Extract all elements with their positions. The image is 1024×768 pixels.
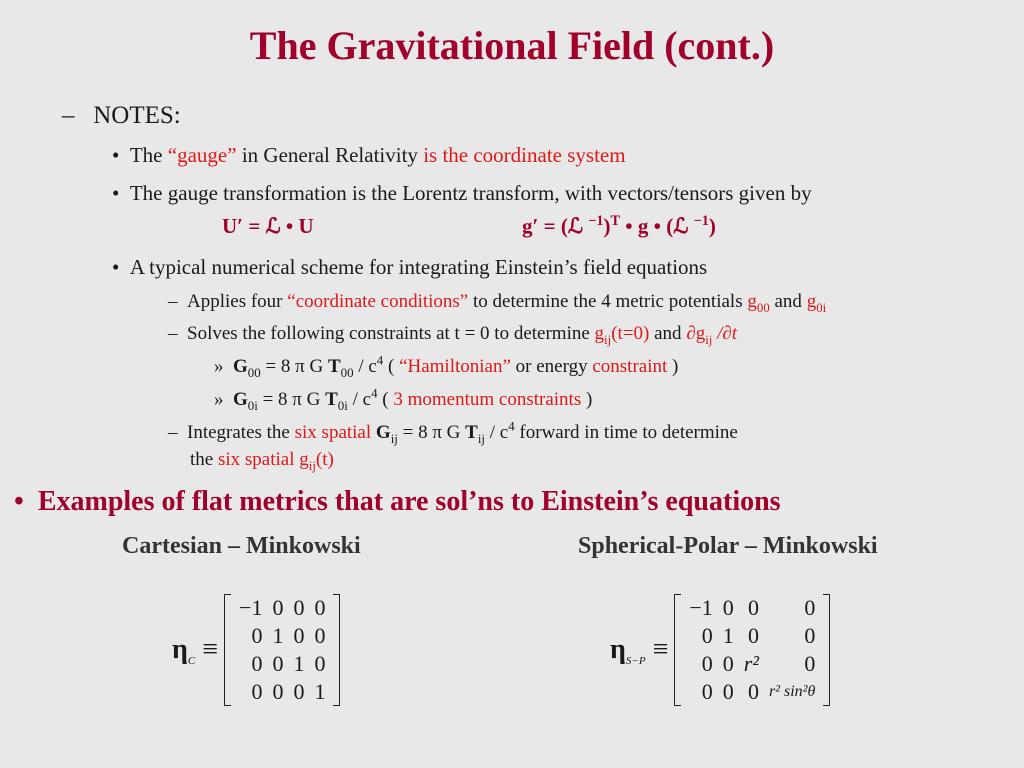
hamiltonian-constraint-eq: » $G_{00} = 8$ π G $T_{00} / c^4$ ( “Hamiltonian” or energy constraint ) <box>214 352 679 380</box>
coordinate-system-text: is the coordinate system <box>423 143 626 167</box>
examples-heading: • Examples of flat metrics that are sol’ns to Einstein’s equations <box>14 486 781 517</box>
notes-line <box>62 102 181 130</box>
gauge-term: “gauge” <box>167 143 237 167</box>
lorentz-vector-eq: U′ = ℒ • U <box>222 214 314 238</box>
sub-coordinate-conditions: – Applies four “coordinate conditions” to determine the 4 metric potentials $g_{00}$ and $g_{0i}$ <box>168 291 827 315</box>
spherical-heading: Spherical-Polar – Minkowski <box>578 533 878 559</box>
sub-constraints: – Solves the following constraints at t = 0 to determine $g_{ij}(t=0)$ and $\partial g_{ij}$ /∂t <box>168 323 738 347</box>
cartesian-metric <box>172 594 340 706</box>
spherical-metric <box>610 594 830 706</box>
cartesian-heading: Cartesian – Minkowski <box>122 533 361 559</box>
bullet-numerical-scheme: • A typical numerical scheme for integrating Einstein’s field equations <box>112 255 708 279</box>
momentum-constraint-eq: » $G_{0i} = 8$ π G $T_{0i} / c^4$ ( 3 momentum constraints ) <box>214 385 593 413</box>
bullet-dot: • <box>112 143 120 167</box>
notes-label: NOTES: <box>93 102 181 129</box>
eta-c-label: $\eta_C$ ≡ <box>172 633 219 667</box>
sub-integrates-line2: the six spatial $g_{ij}(t)$ <box>190 449 334 473</box>
bullet-gauge: • The “gauge” in General Relativity is the coordinate system <box>112 143 626 167</box>
sub-integrates: – Integrates the six spatial $G_{ij} = 8$ π G $T_{ij} / c^4$ forward in time to determine <box>168 418 738 446</box>
cartesian-matrix-bracket <box>224 594 340 706</box>
bullet-gauge-transform: • The gauge transformation is the Lorentz transform, with vectors/tensors given by <box>112 181 812 205</box>
bullet-dot: • <box>112 255 120 279</box>
notes-dash: – <box>62 102 75 129</box>
bullet-dot: • <box>112 181 120 205</box>
eta-sp-label: $\eta_{S-P}$ ≡ <box>610 633 669 667</box>
cartesian-matrix: −1 0 0 0 0 1 0 0 0 0 1 0 0 0 0 1 <box>239 595 326 704</box>
slide-title: The Gravitational Field (cont.) <box>249 23 775 68</box>
spherical-matrix-bracket <box>674 594 830 706</box>
spherical-matrix: −1 0 0 0 0 1 0 0 0 0 r² 0 0 0 0 r² sin²θ <box>689 595 816 704</box>
lorentz-tensor-eq: g′ = (ℒ $^{-1}$)$^T$ • g • (ℒ $^{-1}$) <box>522 213 716 238</box>
